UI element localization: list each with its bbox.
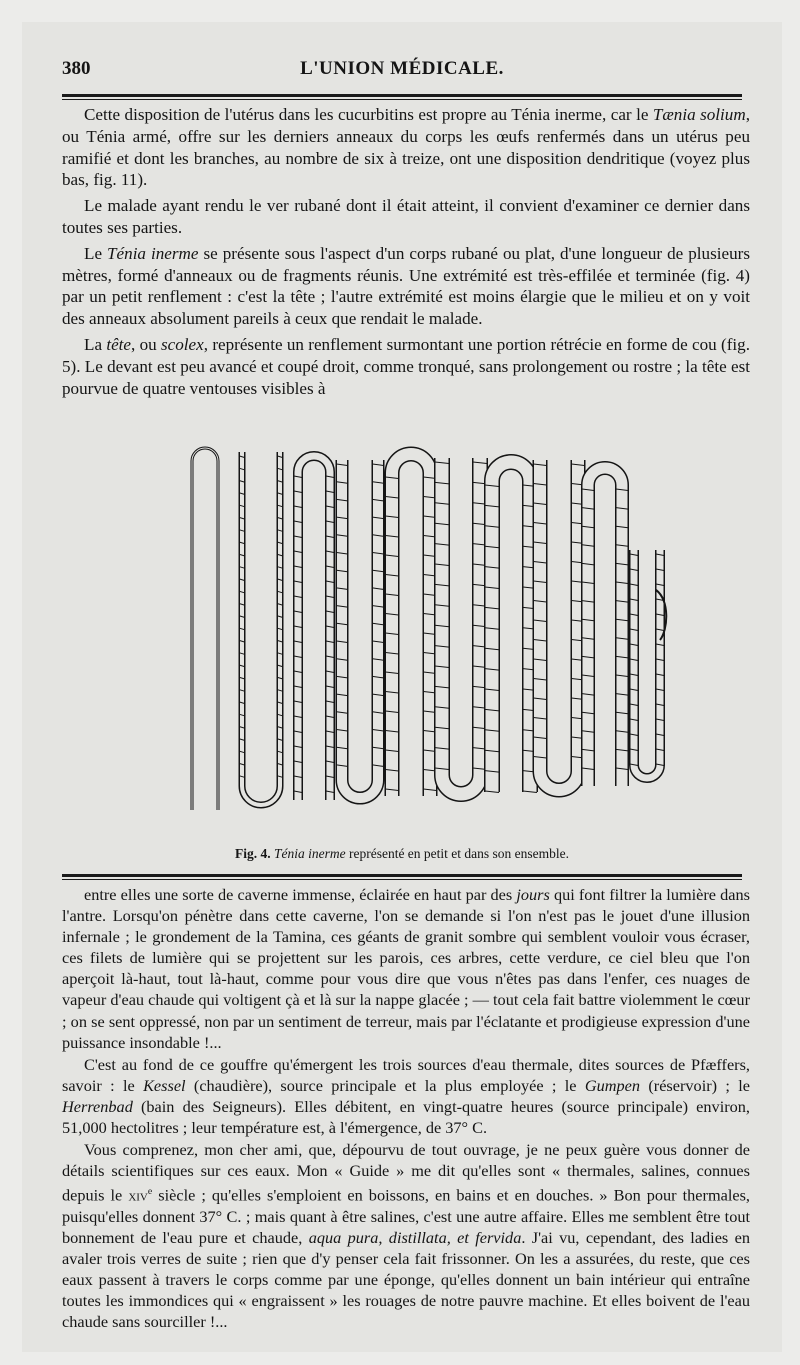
worm-segment-body — [392, 454, 430, 796]
worm-segment-body — [588, 468, 622, 786]
page-number: 380 — [62, 58, 91, 79]
worm-segment-body — [192, 448, 218, 810]
article-upper — [62, 104, 750, 399]
worm-segment-band — [242, 452, 280, 805]
page-header — [62, 58, 742, 86]
worm-segment-body — [442, 458, 480, 794]
header-rule-thin — [62, 99, 742, 100]
worm-segment-body — [540, 460, 578, 790]
article-lower — [62, 884, 750, 1332]
running-title: L'UNION MÉDICALE. — [300, 58, 504, 79]
paragraph: entre elles une sorte de caverne immense, éclairée en haut par des jours qui font filtrer la lumière dans l'antre. Lorsqu'on pénètre dans cette caverne, l'on se demande si l'on n'est pas le jouet d'une illusion infernale ; le grondement de la Tamina, ces géants de granit sombre qui semblent vouloir vous écraser, ces filets de lumière qui se projettent sur les parois, ces arbres, cette verdure, ce ciel bleu que l'on aperçoit là-haut, tout là-haut, comme pour vous dire que vous n'êtes pas dans l'enfer, ces nuages de vapeur d'eau chaude qui voltigent çà et là sur la nappe glacée ; — tout cela fait battre violemment le cœur ; on se sent oppressé, non par un sentiment de terreur, mais par l'éclatante et prodigieuse expression d'une puissance insondable !... — [62, 885, 750, 1052]
header-rule — [62, 94, 742, 97]
worm-segment-band — [298, 456, 330, 800]
section-rule-thin — [62, 879, 742, 880]
section-rule — [62, 874, 742, 877]
paragraph: C'est au fond de ce gouffre qu'émergent les trois sources d'eau thermale, dites sources de Pfæffers, savoir : le Kessel (chaudière), source principale et la plus employée ; le Gumpen (réservoir) ; le Herrenbad (bain des Seigneurs). Elles débitent, en vingt-quatre heures (source principale) environ, 51,000 hectolitres ; leur température est, à l'émergence, de 37° C. — [62, 1054, 750, 1138]
worm-segment-band — [192, 448, 218, 810]
worm-segment-body — [492, 462, 530, 792]
paragraph: La tête, ou scolex, représente un renflement surmontant une portion rétrécie en forme de cou (fig. 5). Le devant est peu avancé et coupé droit, comme tronqué, sans prolongement ou rostre ; la tête est pourvue de quatre ventouses visibles à — [62, 334, 750, 398]
paragraph: Cette disposition de l'utérus dans les cucurbitins est propre au Ténia inerme, car le Tænia solium, ou Ténia armé, offre sur les derniers anneaux du corps les œufs renfermés dans un utérus peu ramifié et dont les branches, au nombre de six à treize, ont une disposition dendritique (voyez plus bas, fig. 11). — [62, 105, 750, 190]
caption-label: Fig. 4. — [234, 846, 271, 861]
paragraph: Le Ténia inerme se présente sous l'aspect d'un corps rubané ou plat, d'une longueur de plusieurs mètres, formé d'anneaux ou de fragments réunis. Une extrémité est très-effilée et terminée (fig. 4) par un petit renflement : c'est la tête ; l'autre extrémité est moins élargie que le milieu et on y voit des anneaux absolument pareils à ceux que rendait le malade. — [62, 243, 750, 329]
worm-segment-body — [242, 452, 280, 805]
caption-species: Ténia inerme — [273, 846, 346, 861]
paragraph: Le malade ayant rendu le ver rubané dont il était atteint, il convient d'examiner ce dernier dans toutes ses parties. — [62, 196, 750, 237]
tapeworm-illustration — [180, 440, 680, 840]
figure-caption — [62, 846, 742, 862]
paragraph: Vous comprenez, mon cher ami, que, dépourvu de tout ouvrage, je ne peux guère vous donner de détails scientifiques sur ces eaux. Mon « Guide » me dit qu'elles sont « thermales, salines, connues depuis le xiv$^e$ siècle ; qu'elles s'emploient en boissons, en bains et en douches. » Bon pour thermales, puisqu'elles donnent 37° C. ; mais quant à être salines, c'est une autre affaire. Elles me semblent être tout bonnement de l'eau pure et chaude, aqua pura, distillata, et fervida. J'ai vu, cependant, des ladies en avaler trois verres de suite ; rien que d'y penser cela fait frissonner. On les a assurées, du reste, que ces eaux passent à travers le corps comme par une éponge, qu'elles donnent un bain intérieur qui entraîne toutes les immondices qui « engraissent » les rouages de notre pauvre machine. Et elles boivent de l'eau chaude sans sourciller !... — [62, 1140, 750, 1332]
caption-text: représenté en petit et dans son ensemble. — [345, 846, 570, 861]
